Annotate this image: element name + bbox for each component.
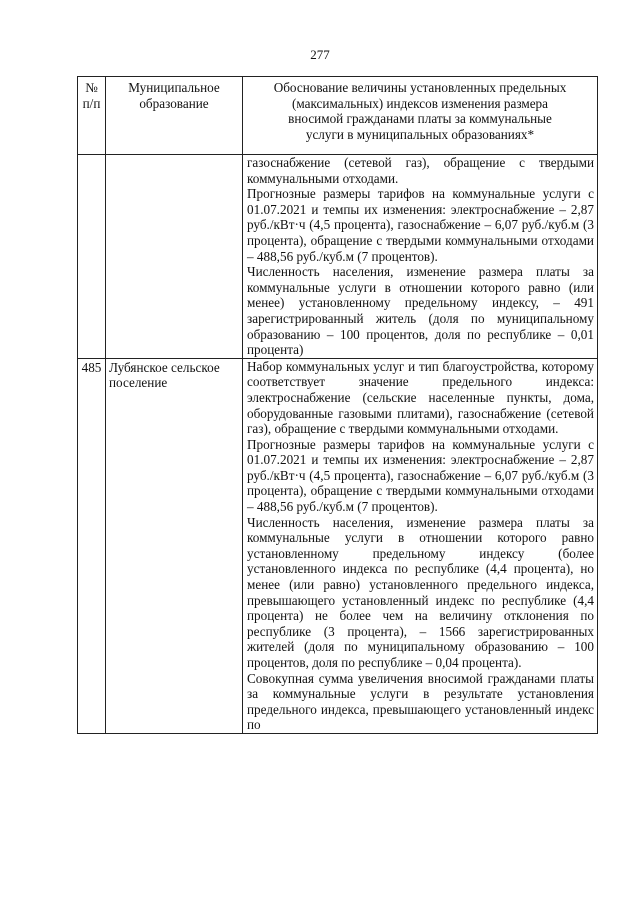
header-justification: Обоснование величины установленных предельных (максимальных) индексов изменения размера вносимой гражданами платы за коммунальные услуги в муниципальных образованиях* <box>243 77 598 155</box>
page-number: 277 <box>310 47 330 62</box>
table-header-row <box>78 77 598 155</box>
header-num: № п/п <box>78 77 106 155</box>
row-number <box>78 155 106 359</box>
municipality-name: Лубянское сельское поселение <box>106 358 243 733</box>
table-row <box>78 358 598 733</box>
paragraph: Численность населения, изменение размера платы за коммунальные услуги в отношении которого равно (или менее) установленному предельному индексу, – 491 зарегистрированный житель (доля по муниципальному образованию – 100 процентов, доля по республике – 0,01 процента) <box>247 264 594 358</box>
paragraph: Прогнозные размеры тарифов на коммунальные услуги с 01.07.2021 и темпы их изменения: электроснабжение – 2,87 руб./кВт·ч (4,5 процента), газоснабжение – 6,07 руб./куб.м (3 процента), обращение с твердыми коммунальными отходами – 488,56 руб./куб.м (7 процентов). <box>247 436 594 515</box>
paragraph: Прогнозные размеры тарифов на коммунальные услуги с 01.07.2021 и темпы их изменения: электроснабжение – 2,87 руб./кВт·ч (4,5 процента), газоснабжение – 6,07 руб./куб.м (3 процента), обращение с твердыми коммунальными отходами – 488,56 руб./куб.м (7 процентов). <box>247 186 594 264</box>
paragraph: Совокупная сумма увеличения вносимой гражданами платы за коммунальные услуги в результате установления предельного индекса, превышающего установленный индекс по <box>247 670 594 733</box>
paragraph: газоснабжение (сетевой газ), обращение с твердыми коммунальными отходами. <box>247 155 594 186</box>
justification-cell <box>243 358 598 733</box>
tariff-table <box>77 76 598 734</box>
municipality-name <box>106 155 243 359</box>
row-number: 485 <box>78 358 106 733</box>
justification-cell <box>243 155 598 359</box>
paragraph: Набор коммунальных услуг и тип благоустройства, которому соответствует значение предельного индекса: электроснабжение (сельские населенные пункты, дома, оборудованные газовыми плитами), газоснабжение (сетевой газ), обращение с твердыми коммунальными отходами. <box>247 358 594 437</box>
paragraph: Численность населения, изменение размера платы за коммунальные услуги в отношении которого равно установленному предельному индексу (более установленного индекса по республике (4,4 процента), но менее (или равно) установленного предельного индекса, превышающего установленный индекс по республике (4,4 процента) не более чем на величину отклонения по республике (3 процента), – 1566 зарегистрированных жителей (доля по муниципальному образованию – 100 процентов, доля по республике – 0,04 процента). <box>247 514 594 670</box>
header-municipality: Муниципальное образование <box>106 77 243 155</box>
table-row <box>78 155 598 359</box>
